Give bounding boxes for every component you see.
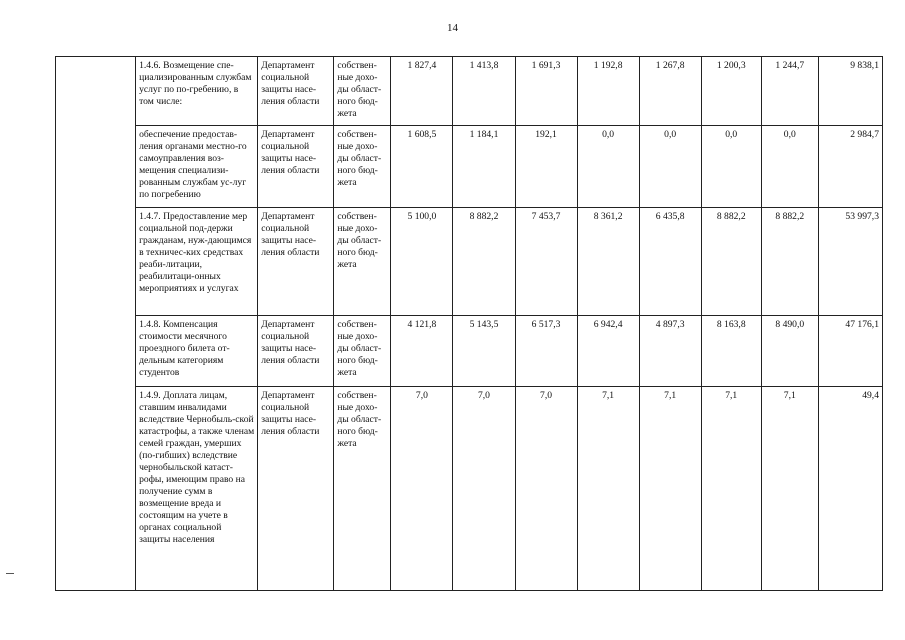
- total-cell: 2 984,7: [818, 126, 882, 208]
- funding-source-cell: собствен-ные дохо-ды област-ного бюд-жета: [334, 316, 391, 387]
- measure-name-cell: 1.4.8. Компенсация стоимости месячного проездного билета от-дельным категориям студентов: [136, 316, 258, 387]
- funding-source-cell: собствен-ные дохо-ды област-ного бюд-жета: [334, 387, 391, 591]
- value-cell: 7,1: [761, 387, 818, 591]
- value-cell: 1 691,3: [515, 57, 577, 126]
- margin-mark: [6, 573, 14, 574]
- value-cell: 7,0: [453, 387, 515, 591]
- value-cell: 5 143,5: [453, 316, 515, 387]
- value-cell: 8 361,2: [577, 208, 639, 316]
- table-row: [56, 126, 883, 208]
- total-cell: 9 838,1: [818, 57, 882, 126]
- executor-cell: Департамент социальной защиты насе-ления области: [258, 126, 334, 208]
- value-cell: 0,0: [761, 126, 818, 208]
- value-cell: 1 244,7: [761, 57, 818, 126]
- measure-name-cell: обеспечение предостав-ления органами местно-го самоуправления воз-мещения специализи-рованным службам ус-луг по погребению: [136, 126, 258, 208]
- funding-source-cell: собствен-ные дохо-ды област-ного бюд-жета: [334, 126, 391, 208]
- value-cell: 1 184,1: [453, 126, 515, 208]
- value-cell: 8 882,2: [453, 208, 515, 316]
- executor-cell: Департамент социальной защиты насе-ления области: [258, 316, 334, 387]
- table-row: [56, 387, 883, 591]
- value-cell: 7,0: [515, 387, 577, 591]
- measure-name-cell: 1.4.9. Доплата лицам, ставшим инвалидами вследствие Чернобыль-ской катастрофы, а также членам семей граждан, умерших (по-гибших) вследствие чернобыльской катаст-рофы, имеющим право на получение сумм в возмещение вреда и состоящим на учете в органах социальной защиты населения: [136, 387, 258, 591]
- value-cell: 6 942,4: [577, 316, 639, 387]
- value-cell: 0,0: [701, 126, 761, 208]
- value-cell: 7 453,7: [515, 208, 577, 316]
- measure-name-cell: 1.4.6. Возмещение спе-циализированным службам услуг по по-гребению, в том числе:: [136, 57, 258, 126]
- value-cell: 8 882,2: [761, 208, 818, 316]
- table-row: [56, 57, 883, 126]
- value-cell: 7,0: [391, 387, 453, 591]
- value-cell: 7,1: [639, 387, 701, 591]
- value-cell: 1 608,5: [391, 126, 453, 208]
- total-cell: 49,4: [818, 387, 882, 591]
- executor-cell: Департамент социальной защиты насе-ления области: [258, 57, 334, 126]
- value-cell: 1 827,4: [391, 57, 453, 126]
- value-cell: 1 267,8: [639, 57, 701, 126]
- total-cell: 53 997,3: [818, 208, 882, 316]
- value-cell: 4 897,3: [639, 316, 701, 387]
- executor-cell: Департамент социальной защиты насе-ления области: [258, 387, 334, 591]
- value-cell: 6 435,8: [639, 208, 701, 316]
- measure-name-cell: 1.4.7. Предоставление мер социальной под-держи гражданам, нуж-дающимся в техничес-ких средствах реаби-литации, реабилитаци-онных мероприятиях и услугах: [136, 208, 258, 316]
- blank-column-cell: [56, 57, 136, 591]
- value-cell: 7,1: [701, 387, 761, 591]
- page-number: 14: [447, 22, 458, 34]
- value-cell: 6 517,3: [515, 316, 577, 387]
- value-cell: 8 490,0: [761, 316, 818, 387]
- funding-source-cell: собствен-ные дохо-ды област-ного бюд-жета: [334, 208, 391, 316]
- value-cell: 4 121,8: [391, 316, 453, 387]
- value-cell: 0,0: [577, 126, 639, 208]
- value-cell: 1 413,8: [453, 57, 515, 126]
- funding-source-cell: собствен-ные дохо-ды област-ного бюд-жета: [334, 57, 391, 126]
- value-cell: 7,1: [577, 387, 639, 591]
- budget-table: [55, 56, 883, 591]
- value-cell: 1 192,8: [577, 57, 639, 126]
- executor-cell: Департамент социальной защиты насе-ления области: [258, 208, 334, 316]
- value-cell: 0,0: [639, 126, 701, 208]
- table-row: [56, 208, 883, 316]
- value-cell: 8 163,8: [701, 316, 761, 387]
- value-cell: 8 882,2: [701, 208, 761, 316]
- value-cell: 5 100,0: [391, 208, 453, 316]
- table-row: [56, 316, 883, 387]
- value-cell: 1 200,3: [701, 57, 761, 126]
- total-cell: 47 176,1: [818, 316, 882, 387]
- value-cell: 192,1: [515, 126, 577, 208]
